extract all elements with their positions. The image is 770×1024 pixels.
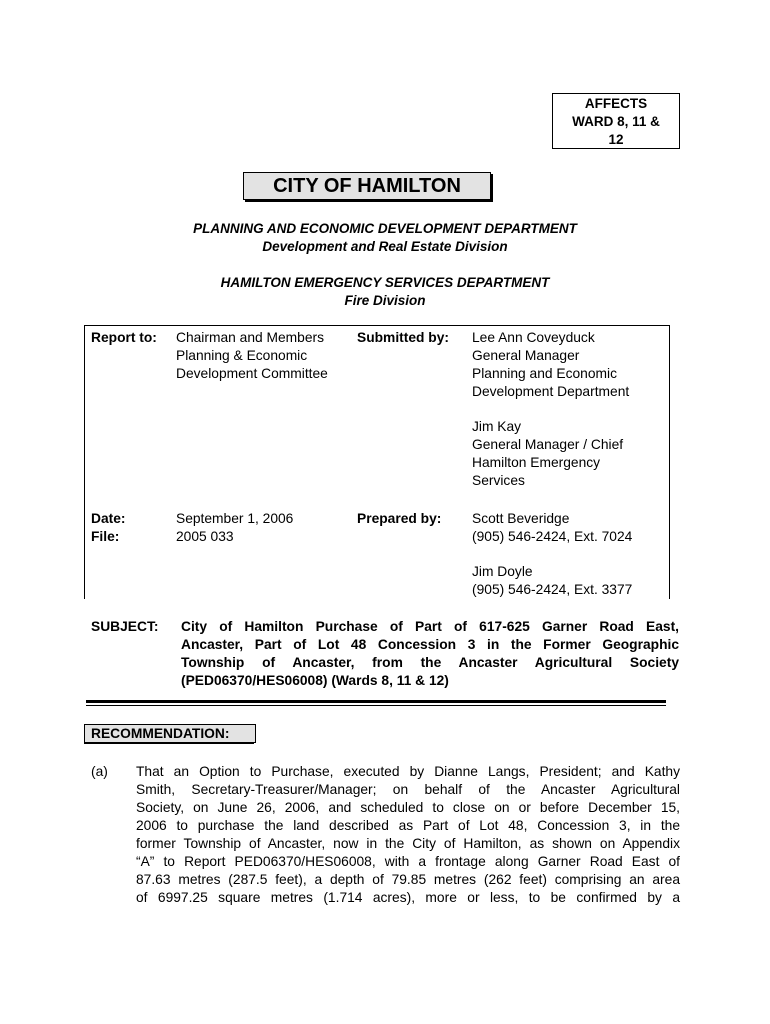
recommendation-paragraph: That an Option to Purchase, executed by Dianne Langs, President; and Kathy Smith, Secretary-Treasurer/Manager; on behalf of the Ancaster Agricultural Society, on June 26, 2006, and scheduled to close on or before December 15, 2006 to purchase the land described as Part of Lot 48, Concession 3, in the former Township of Ancaster, now in the City of Hamilton, as shown on Appendix “A” to Report PED06370/HES06008, with a frontage along Garner Road East of 87.63 metres (287.5 feet), a depth of 79.85 metres (262 feet) comprising an area of 6997.25 square metres (1.714 acres), more or less, to be confirmed by a: [136, 764, 680, 905]
affects-line: WARD 8, 11 &: [572, 114, 660, 129]
submitted-by-label: Submitted by:: [357, 330, 449, 345]
division-name: Development and Real Estate Division: [262, 239, 508, 254]
submitted-by-value: Jim Kay General Manager / Chief Hamilton Emergency Services: [472, 419, 624, 488]
city-title: CITY OF HAMILTON: [243, 172, 491, 200]
prepared-by-value: Jim Doyle (905) 546-2424, Ext. 3377: [472, 564, 633, 597]
report-to-label: Report to:: [91, 330, 157, 345]
subject-text: City of Hamilton Purchase of Part of 617-625 Garner Road East, Ancaster, Part of Lot 48 Concession 3 in the Former Geographic Township of Ancaster, from the Ancaster Agricultural Society (PED06370/HES06008) (Wards 8, 11 & 12): [181, 619, 679, 688]
section-divider: [86, 700, 666, 703]
division-name: Fire Division: [344, 293, 426, 308]
file-label: File:: [91, 529, 120, 544]
submitted-by-value: Lee Ann Coveyduck General Manager Planning and Economic Development Department: [472, 330, 630, 399]
section-divider: [86, 705, 666, 706]
affects-ward-box: [552, 93, 680, 149]
department-name: PLANNING AND ECONOMIC DEVELOPMENT DEPARTMENT: [193, 221, 577, 236]
prepared-by-value: Scott Beveridge (905) 546-2424, Ext. 7024: [472, 511, 633, 544]
date-label: Date:: [91, 511, 126, 526]
prepared-by-label: Prepared by:: [357, 511, 442, 526]
subject-label: SUBJECT:: [91, 619, 159, 634]
affects-line: 12: [608, 132, 624, 147]
item-label: (a): [91, 764, 108, 779]
report-to-value: Chairman and Members Planning & Economic Development Committee: [176, 330, 328, 381]
recommendation-heading: RECOMMENDATION:: [84, 724, 256, 743]
file-value: 2005 033: [176, 529, 234, 544]
affects-line: AFFECTS: [584, 96, 648, 111]
date-value: September 1, 2006: [176, 511, 294, 526]
department-name: HAMILTON EMERGENCY SERVICES DEPARTMENT: [220, 275, 550, 290]
